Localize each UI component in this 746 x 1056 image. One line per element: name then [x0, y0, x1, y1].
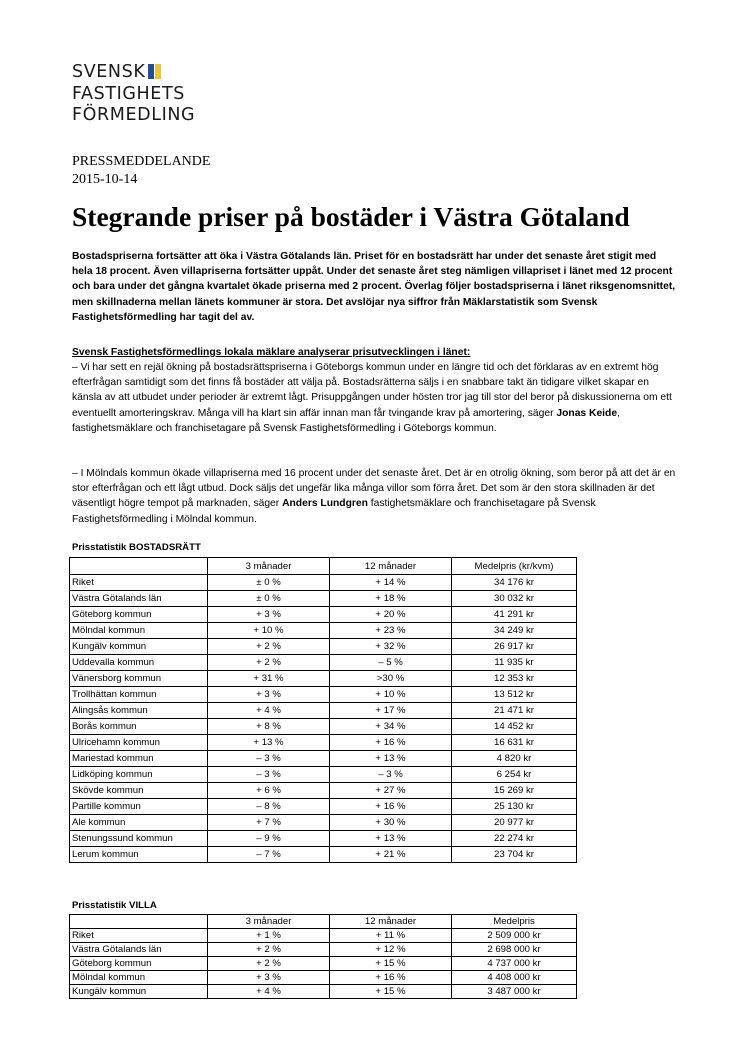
table-cell: + 16 % — [330, 971, 452, 985]
table-cell: + 2 % — [208, 943, 330, 957]
table-cell: – 3 % — [208, 767, 330, 783]
table-cell: – 5 % — [330, 655, 452, 671]
table-cell: Västra Götalands län — [70, 591, 208, 607]
table-cell: + 20 % — [330, 607, 452, 623]
table-header-cell: 12 månader — [330, 915, 452, 929]
table-cell: + 3 % — [208, 607, 330, 623]
table-cell: – 7 % — [208, 847, 330, 863]
table-cell: Uddevalla kommun — [70, 655, 208, 671]
table-row — [70, 847, 577, 863]
table-row — [70, 751, 577, 767]
table-cell: + 3 % — [208, 687, 330, 703]
table-cell: Västra Götalands län — [70, 943, 208, 957]
table-cell: 34 176 kr — [452, 575, 577, 591]
table-cell: + 23 % — [330, 623, 452, 639]
table-cell: Partille kommun — [70, 799, 208, 815]
table-cell: + 8 % — [208, 719, 330, 735]
table-cell: Trollhättan kommun — [70, 687, 208, 703]
table-header-row — [70, 915, 577, 929]
table-cell: + 34 % — [330, 719, 452, 735]
table-cell: + 17 % — [330, 703, 452, 719]
table-title-bostadsratt: Prisstatistik BOSTADSRÄTT — [72, 542, 201, 553]
section-heading: Svensk Fastighetsförmedlings lokala mäklare analyserar prisutvecklingen i länet: — [72, 347, 471, 358]
quote-author-1: Jonas Keide — [556, 407, 618, 419]
table-header-cell — [70, 558, 208, 575]
table-row — [70, 831, 577, 847]
table-cell: Mölndal kommun — [70, 971, 208, 985]
table-cell: Kungälv kommun — [70, 639, 208, 655]
table-cell: 11 935 kr — [452, 655, 577, 671]
table-title-villa: Prisstatistik VILLA — [72, 900, 157, 911]
table-cell: 20 977 kr — [452, 815, 577, 831]
table-cell: Riket — [70, 929, 208, 943]
table-cell: 4 408 000 kr — [452, 971, 577, 985]
table-cell: 13 512 kr — [452, 687, 577, 703]
table-row — [70, 623, 577, 639]
table-cell: 2 509 000 kr — [452, 929, 577, 943]
table-header-cell — [70, 915, 208, 929]
table-cell: 26 917 kr — [452, 639, 577, 655]
table-row — [70, 815, 577, 831]
lead-paragraph: Bostadspriserna fortsätter att öka i Västra Götalands län. Priset för en bostadsrätt har under det senaste året stigit med hela 18 procent. Även villapriserna fortsätter uppåt. Under det senaste året steg nämligen villapriset i länet med 12 procent och bara under det gångna kvartalet ökade priserna med 2 procent. Överlag följer bostadspriserna i länet riksgenomsnittet, men skillnaderna mellan länets kommuner är stora. Det avslöjar nya siffror från Mäklarstatistik som Svensk Fastighetsförmedling har tagit del av. — [72, 251, 676, 323]
table-row — [70, 957, 577, 971]
table-row — [70, 687, 577, 703]
logo-line-2: FASTIGHETS — [72, 83, 185, 104]
table-cell: 41 291 kr — [452, 607, 577, 623]
table-cell: Mölndal kommun — [70, 623, 208, 639]
table-cell: 4 737 000 kr — [452, 957, 577, 971]
table-cell: Ale kommun — [70, 815, 208, 831]
table-cell: >30 % — [330, 671, 452, 687]
release-date: 2015-10-14 — [72, 172, 138, 187]
release-meta — [72, 153, 210, 189]
table-cell: + 10 % — [330, 687, 452, 703]
table-row — [70, 985, 577, 999]
company-logo — [72, 62, 195, 127]
table-cell: – 3 % — [208, 751, 330, 767]
table-cell: + 32 % — [330, 639, 452, 655]
table-cell: + 6 % — [208, 783, 330, 799]
table-cell: + 3 % — [208, 971, 330, 985]
quote-paragraph-1: – Vi har sett en rejäl ökning på bostadsrättspriserna i Göteborgs kommun under en längre tid och det förklaras av en extremt hög efterfrågan samtidigt som det finns få bostäder att välja på. Bostadsrätterna säljs i en snabbare takt än tidigare vilket skapar en känsla av att utbudet under perioder är extremt lågt. Prisuppgången under hösten tror jag till stor del beror på diskussionerna om ett eventuellt amorteringskrav. Många vill ha klart sin affär innan man får tvingande krav på amortering, säger Jonas Keide, fastighetsmäklare och franchisetagare på Svensk Fastighetsförmedling i Göteborgs kommun. — [72, 362, 672, 434]
table-header-row — [70, 558, 577, 575]
table-cell: + 16 % — [330, 735, 452, 751]
table-cell: 21 471 kr — [452, 703, 577, 719]
table-cell: ± 0 % — [208, 591, 330, 607]
quote-author-2: Anders Lundgren — [282, 498, 368, 510]
logo-line-3: FÖRMEDLING — [72, 105, 196, 125]
table-row — [70, 943, 577, 957]
table-cell: Stenungssund kommun — [70, 831, 208, 847]
table-cell: + 11 % — [330, 929, 452, 943]
table-row — [70, 575, 577, 591]
logo-line-1: SVENSK — [72, 62, 146, 82]
table-cell: + 1 % — [208, 929, 330, 943]
table-row — [70, 639, 577, 655]
table-cell: 34 249 kr — [452, 623, 577, 639]
table-cell: Ulricehamn kommun — [70, 735, 208, 751]
table-cell: + 2 % — [208, 957, 330, 971]
table-cell: + 13 % — [330, 751, 452, 767]
table-villa — [69, 914, 577, 999]
table-cell: 4 820 kr — [452, 751, 577, 767]
table-row — [70, 799, 577, 815]
table-cell: Vänersborg kommun — [70, 671, 208, 687]
table-cell: 12 353 kr — [452, 671, 577, 687]
table-row — [70, 929, 577, 943]
table-cell: Göteborg kommun — [70, 957, 208, 971]
table-cell: + 15 % — [330, 957, 452, 971]
table-cell: ± 0 % — [208, 575, 330, 591]
table-cell: + 14 % — [330, 575, 452, 591]
table-cell: – 3 % — [330, 767, 452, 783]
quote-paragraph-2: – I Mölndals kommun ökade villapriserna med 16 procent under det senaste året. Det är en otrolig ökning, som beror på att det är en stor efterfrågan och ett lågt utbud. Dock säljs det ungefär lika många villor som förra året. Det som är den stora skillnaden är det väsentligt högre tempot på marknaden, säger Anders Lundgren fastighetsmäklare och franchisetagare på Svensk Fastighetsförmedling i Mölndal kommun. — [72, 468, 676, 525]
table-cell: + 15 % — [330, 985, 452, 999]
table-cell: + 18 % — [330, 591, 452, 607]
table-row — [70, 971, 577, 985]
table-cell: Riket — [70, 575, 208, 591]
table-cell: + 2 % — [208, 655, 330, 671]
table-cell: 15 269 kr — [452, 783, 577, 799]
table-row — [70, 703, 577, 719]
table-cell: + 4 % — [208, 703, 330, 719]
table-row — [70, 671, 577, 687]
table-cell: 16 631 kr — [452, 735, 577, 751]
table-cell: + 4 % — [208, 985, 330, 999]
table-bostadsratt — [69, 557, 577, 863]
table-cell: + 2 % — [208, 639, 330, 655]
table-cell: 23 704 kr — [452, 847, 577, 863]
table-cell: + 16 % — [330, 799, 452, 815]
table-row — [70, 783, 577, 799]
table-cell: Mariestad kommun — [70, 751, 208, 767]
table-header-cell: 3 månader — [208, 915, 330, 929]
table-cell: + 13 % — [208, 735, 330, 751]
table-cell: 30 032 kr — [452, 591, 577, 607]
table-cell: 25 130 kr — [452, 799, 577, 815]
table-cell: + 10 % — [208, 623, 330, 639]
table-cell: Kungälv kommun — [70, 985, 208, 999]
table-cell: 2 698 000 kr — [452, 943, 577, 957]
table-cell: + 13 % — [330, 831, 452, 847]
table-cell: 14 452 kr — [452, 719, 577, 735]
table-cell: + 30 % — [330, 815, 452, 831]
headline: Stegrande priser på bostäder i Västra Götaland — [72, 201, 630, 232]
table-cell: – 8 % — [208, 799, 330, 815]
table-row — [70, 655, 577, 671]
doc-type: PRESSMEDDELANDE — [72, 154, 211, 169]
table-row — [70, 767, 577, 783]
table-header-cell: Medelpris — [452, 915, 577, 929]
table-cell: Lidköping kommun — [70, 767, 208, 783]
table-row — [70, 735, 577, 751]
table-cell: – 9 % — [208, 831, 330, 847]
table-cell: Lerum kommun — [70, 847, 208, 863]
table-header-cell: 12 månader — [330, 558, 452, 575]
table-header-cell: Medelpris (kr/kvm) — [452, 558, 577, 575]
table-cell: Alingsås kommun — [70, 703, 208, 719]
table-row — [70, 591, 577, 607]
table-cell: 3 487 000 kr — [452, 985, 577, 999]
table-cell: Borås kommun — [70, 719, 208, 735]
table-header-cell: 3 månader — [208, 558, 330, 575]
swedish-flag-icon — [148, 64, 161, 79]
table-cell: Göteborg kommun — [70, 607, 208, 623]
table-cell: + 31 % — [208, 671, 330, 687]
table-cell: + 21 % — [330, 847, 452, 863]
table-row — [70, 607, 577, 623]
table-cell: Skövde kommun — [70, 783, 208, 799]
table-cell: 6 254 kr — [452, 767, 577, 783]
table-row — [70, 719, 577, 735]
table-cell: + 27 % — [330, 783, 452, 799]
table-cell: 22 274 kr — [452, 831, 577, 847]
table-cell: + 7 % — [208, 815, 330, 831]
table-cell: + 12 % — [330, 943, 452, 957]
